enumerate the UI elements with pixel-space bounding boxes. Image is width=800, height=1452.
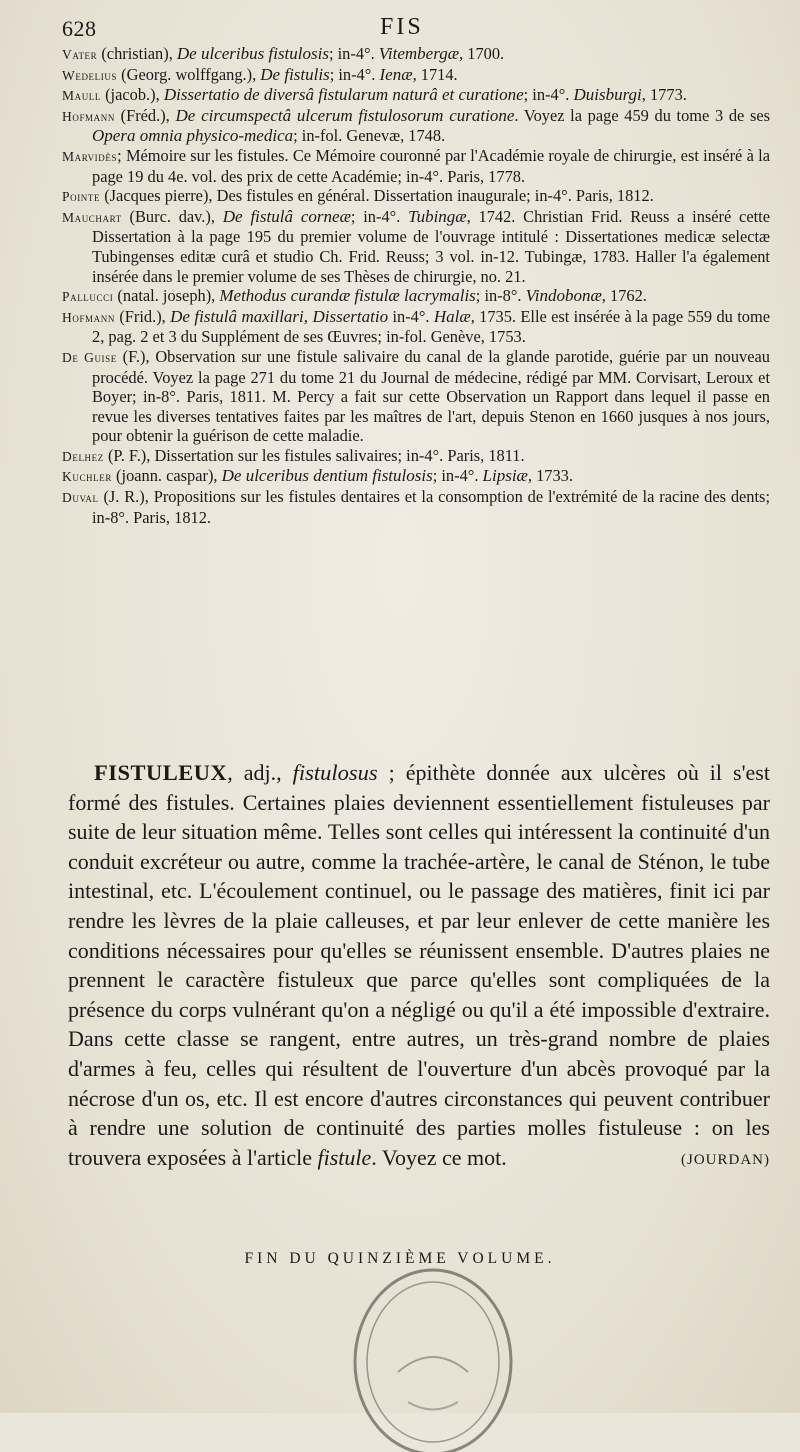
entry-author: Wedelius: [62, 67, 118, 83]
entry-place: Halæ: [433, 306, 471, 326]
entry-title: De ulceribus dentium fistulosis: [221, 466, 433, 486]
entry-author-detail: (christian),: [97, 44, 177, 63]
entry-year: , 1700.: [459, 44, 505, 63]
entry-publication: in-4°.: [388, 306, 434, 326]
entry-title: Methodus curandæ fistulæ lacrymalis: [219, 286, 476, 306]
entry-author-detail: (P. F.),: [103, 445, 155, 465]
cross-reference: fistule: [317, 1144, 372, 1170]
author-signature: (JOURDAN): [681, 1151, 770, 1168]
entry-author-detail: (Fréd.),: [114, 105, 176, 125]
entry-place: Tubingæ: [408, 206, 467, 226]
entry-title: De fistulis: [260, 64, 330, 84]
entry-place: Opera omnia physico-medica: [92, 126, 294, 146]
entry-year: , 1714.: [412, 64, 458, 84]
entry-title: De ulceribus fistulosis: [176, 44, 329, 63]
entry-author-detail: (Georg. wolffgang.),: [117, 64, 261, 84]
entry-author-detail: (jacob.),: [101, 85, 164, 105]
entry-place: Lipsiæ: [482, 466, 528, 486]
entry-author-detail: (natal. joseph),: [113, 286, 220, 306]
entry-author: Pointe: [62, 189, 101, 205]
entry-publication: ; in-4°.: [328, 44, 379, 63]
entry-year: , 1735. Elle est insérée à la page 559 du tome 2, pag. 2 et 3 du Supplément de ses Œuvres; in-fol. Genève, 1753.: [92, 306, 770, 347]
entry-author-detail: (F.),: [116, 346, 156, 366]
bibliography-entry: [62, 44, 770, 65]
bibliography-entry: [62, 487, 770, 527]
entry-title: De fistulâ maxillari, Dissertatio: [170, 306, 389, 326]
part-of-speech: , adj.,: [227, 760, 293, 785]
entry-author: Kuchler: [62, 469, 112, 485]
entry-publication: ; in-8°.: [475, 286, 526, 306]
bibliography-entry: [62, 466, 770, 487]
entry-author-detail: (J. R.),: [98, 487, 154, 507]
headword: FISTULEUX: [94, 760, 228, 785]
library-stamp-icon: [338, 1262, 528, 1452]
entry-author: Pallucci: [62, 289, 114, 305]
entry-author-detail: (Burc. dav.),: [121, 206, 223, 226]
article-fistuleux: [68, 758, 770, 1175]
bibliography: [62, 44, 770, 527]
entry-publication: ; in-4°.: [350, 206, 409, 226]
entry-publication: ; in-4°.: [432, 466, 483, 486]
entry-place: Vitembergæ: [378, 44, 460, 63]
entry-publication: ; in-4°.: [523, 85, 574, 105]
entry-place: Duisburgi: [573, 85, 642, 105]
entry-author-detail: (Frid.),: [114, 306, 171, 326]
entry-author-detail: (joann. caspar),: [111, 466, 222, 486]
article-tail: . Voyez ce mot.: [371, 1144, 507, 1170]
bibliography-entry: [62, 446, 770, 467]
bibliography-entry: [62, 146, 770, 186]
entry-author-detail: (Jacques pierre),: [100, 186, 217, 206]
entry-author: Duval: [62, 490, 99, 506]
entry-publication: . Voyez la page 459 du tome 3 de ses: [514, 105, 771, 125]
entry-author: Hofmann: [62, 309, 115, 325]
entry-publication: Dissertation sur les fistules salivaires; in-4°. Paris, 1811.: [154, 445, 525, 465]
entry-year: ; in-fol. Genevæ, 1748.: [293, 126, 446, 146]
entry-publication: Propositions sur les fistules dentaires et la consomption de l'extrémité de la racine des dents; in-8°. Paris, 1812.: [92, 487, 770, 527]
entry-title: De fistulâ corneæ: [222, 206, 351, 226]
bibliography-entry: [62, 207, 770, 286]
entry-publication: ; in-4°.: [329, 64, 380, 84]
entry-author: Marvidès: [62, 148, 118, 164]
end-of-volume-note: FIN DU QUINZIÈME VOLUME.: [244, 1250, 556, 1267]
running-head: FIS: [380, 14, 424, 40]
bibliography-entry: [62, 307, 770, 347]
entry-author-detail: ;: [117, 145, 126, 165]
article-body: ; épithète donnée aux ulcères où il s'est formé des fistules. Certaines plaies deviennent essentiellement fistuleuses par suite de leur situation même. Telles sont celles qui intéressent la continuité d'un conduit excréteur ou autre, comme la trachée-artère, le canal de Sténon, le tube intestinal, etc. L'écoulement continuel, ou le passage des matières, finit ici par rendre les lèvres de la plaie calleuses, et par leur enlever de cette manière les conditions nécessaires pour qu'elles se réunissent ensemble. D'autres plaies ne prennent le caractère fistuleux que parce qu'elles sont compliquées de la présence du corps vulnérant qu'on a négligé ou qu'il a été impossible d'extraire. Dans cette classe se rangent, entre autres, un très-grand nombre de plaies d'armes à feu, celles qui résultent de l'ouverture d'un abcès provoqué par la nécrose d'un os, etc. Il est encore d'autres circonstances qui peuvent contribuer à rendre une solution de continuité des parties molles fistuleuse : on les trouvera exposées à l'article: [68, 760, 770, 1170]
entry-year: , 1762.: [601, 286, 647, 306]
entry-title: Dissertatio de diversâ fistularum naturâ et curatione: [163, 85, 524, 105]
entry-author: De Guise: [62, 349, 117, 365]
bibliography-entry: [62, 65, 770, 86]
entry-year: , 1773.: [641, 85, 687, 105]
page-header: [62, 6, 752, 46]
entry-title: De circumspectâ ulcerum fistulosorum curatione: [175, 105, 515, 125]
entry-place: Vindobonæ: [525, 286, 602, 306]
page-number: 628: [62, 16, 97, 41]
bibliography-entry: [62, 106, 770, 146]
bibliography-entry: [62, 286, 770, 307]
entry-author: Hofmann: [62, 108, 115, 124]
entry-author: Mauchart: [62, 209, 122, 225]
entry-publication: Mémoire sur les fistules. Ce Mémoire couronné par l'Académie royale de chirurgie, est inséré à la page 19 du 4e. vol. des prix de cette Académie; in-4°. Paris, 1778.: [92, 145, 770, 186]
bibliography-entry: [62, 186, 770, 207]
bibliography-entry: [62, 85, 770, 106]
entry-place: Ienæ: [379, 64, 413, 84]
entry-author: Vater: [62, 47, 98, 62]
bibliography-entry: [62, 347, 770, 446]
entry-year: , 1733.: [527, 466, 573, 486]
entry-publication: Observation sur une fistule salivaire du canal de la glande parotide, guérie par un nouveau procédé. Voyez la page 271 du tome 21 du Journal de médecine, rédigé par MM. Corvisart, Leroux et Boyer; in-8°. Paris, 1811. M. Percy a fait sur cette Observation un Rapport dans lequel il passe en revue les diverses tentatives faites par les maîtres de l'art, depuis Stenon en 1660 jusques à nos jours, pour obtenir la guérison de cette maladie.: [92, 346, 771, 446]
entry-publication: Des fistules en général. Dissertation inaugurale; in-4°. Paris, 1812.: [216, 186, 654, 206]
entry-year: , 1742. Christian Frid. Reuss a inséré cette Dissertation à la page 195 du premier volume de l'ouvrage intitulé : Dissertationes medicæ selectæ Tubingenses editæ curâ et studio Ch. Frid. Reuss; 3 vol. in-12. Tubingæ, 1783. Haller l'a également insérée dans le premier volume de ses Thèses de chirurgie, no. 21.: [92, 206, 770, 286]
entry-author: Delhez: [62, 448, 104, 464]
entry-author: Maull: [62, 88, 101, 104]
latin-term: fistulosus: [292, 760, 378, 785]
